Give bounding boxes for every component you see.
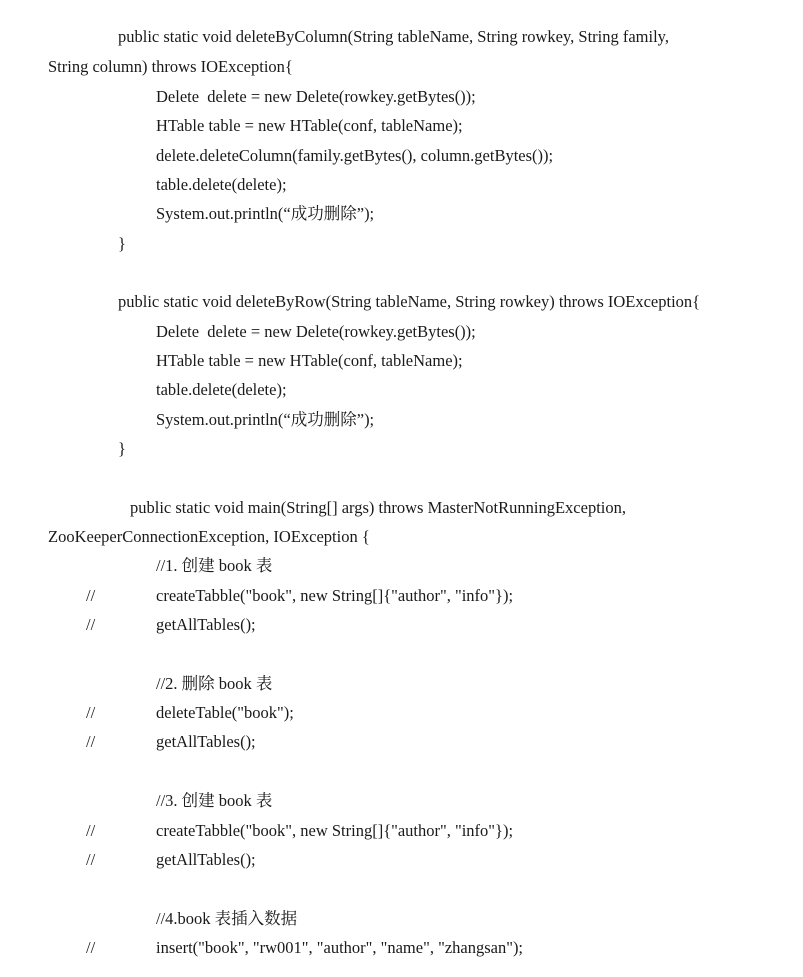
- code-line: ZooKeeperConnectionException, IOException {: [48, 527, 370, 546]
- code-line: Delete delete = new Delete(rowkey.getBytes());: [156, 87, 476, 106]
- code-line: public static void deleteByRow(String tableName, String rowkey) throws IOException{: [118, 292, 701, 311]
- code-line: deleteTable("book");: [156, 703, 294, 722]
- code-line: HTable table = new HTable(conf, tableName);: [156, 116, 463, 135]
- comment-marker: //: [86, 850, 96, 869]
- code-line: //4.book 表插入数据: [156, 909, 298, 928]
- code-line: public static void main(String[] args) throws MasterNotRunningException,: [130, 498, 626, 517]
- code-line: getAllTables();: [156, 732, 256, 751]
- code-line: createTabble("book", new String[]{"author", "info"});: [156, 586, 514, 605]
- code-line: String column) throws IOException{: [48, 57, 293, 76]
- code-line: System.out.println(“成功删除”);: [156, 204, 375, 223]
- code-line: public static void deleteByColumn(String tableName, String rowkey, String family,: [118, 27, 669, 46]
- code-line: Delete delete = new Delete(rowkey.getBytes());: [156, 322, 476, 341]
- code-line: }: [118, 439, 126, 458]
- code-line: table.delete(delete);: [156, 380, 287, 399]
- code-line: createTabble("book", new String[]{"author", "info"});: [156, 821, 514, 840]
- code-line: System.out.println(“成功删除”);: [156, 410, 375, 429]
- code-line: //3. 创建 book 表: [156, 791, 273, 810]
- comment-marker: //: [86, 938, 96, 957]
- comment-marker: //: [86, 703, 96, 722]
- code-line: //2. 删除 book 表: [156, 674, 273, 693]
- code-line: table.delete(delete);: [156, 175, 287, 194]
- code-line: getAllTables();: [156, 615, 256, 634]
- comment-marker: //: [86, 586, 96, 605]
- code-line: getAllTables();: [156, 850, 256, 869]
- code-line: delete.deleteColumn(family.getBytes(), column.getBytes());: [156, 146, 554, 165]
- code-line: insert("book", "rw001", "author", "name", "zhangsan");: [156, 938, 524, 957]
- code-line: //1. 创建 book 表: [156, 556, 273, 575]
- comment-marker: //: [86, 821, 96, 840]
- comment-marker: //: [86, 732, 96, 751]
- code-line: }: [118, 234, 126, 253]
- comment-marker: //: [86, 615, 96, 634]
- code-line: HTable table = new HTable(conf, tableName);: [156, 351, 463, 370]
